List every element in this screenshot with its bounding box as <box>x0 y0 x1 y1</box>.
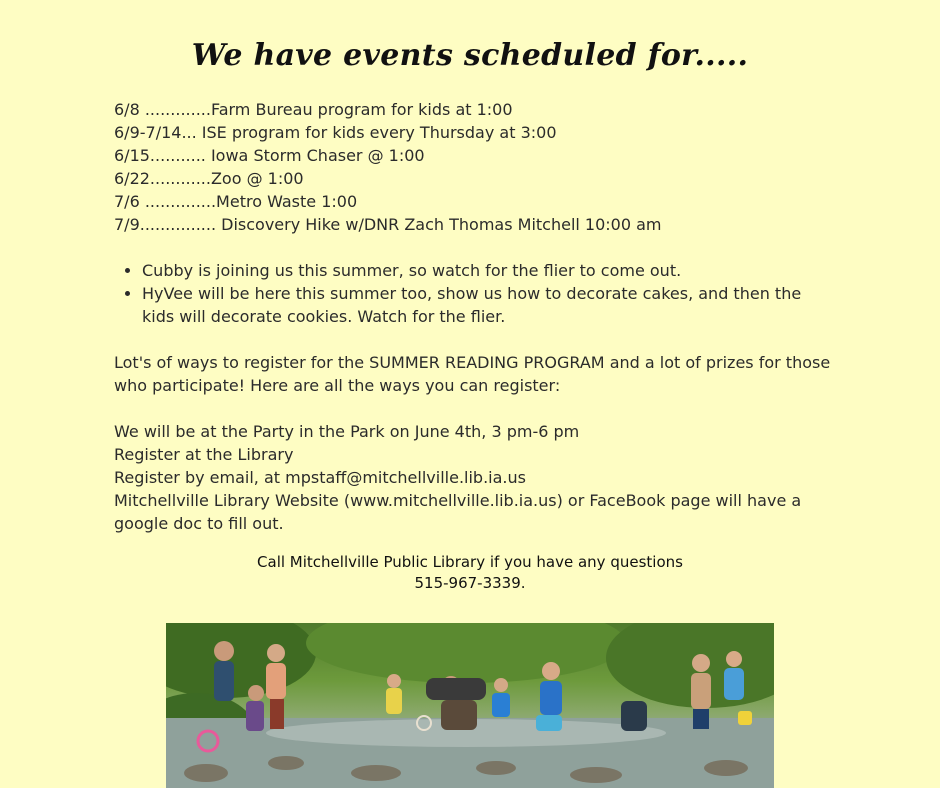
event-item: 7/6 ..............Metro Waste 1:00 <box>114 192 358 211</box>
contact-line: Call Mitchellville Public Library if you have any questions <box>257 553 683 571</box>
page-title: We have events scheduled for..... <box>191 38 749 73</box>
announcement-item: • HyVee will be here this summer too, show us how to decorate cakes, and then the kids will decorate cookies. Watch for the flier. <box>142 282 834 328</box>
event-item: 6/9-7/14... ISE program for kids every Thursday at 3:00 <box>114 123 557 142</box>
register-ways <box>114 420 834 535</box>
announcement-item: • Cubby is joining us this summer, so watch for the flier to come out. <box>142 259 834 282</box>
main-content <box>114 98 834 535</box>
contact-phone: 515-967-3339. <box>414 574 526 592</box>
photo-illustration <box>166 623 774 788</box>
register-way: Register by email, at mpstaff@mitchellville.lib.ia.us <box>114 468 526 487</box>
kids-in-creek-photo <box>166 623 774 788</box>
announcement-list <box>114 259 834 328</box>
register-way: Register at the Library <box>114 445 294 464</box>
contact-info <box>0 552 940 594</box>
register-way: We will be at the Party in the Park on June 4th, 3 pm-6 pm <box>114 422 580 441</box>
event-item: 7/9............... Discovery Hike w/DNR Zach Thomas Mitchell 10:00 am <box>114 215 662 234</box>
event-list <box>114 98 834 236</box>
event-item: 6/22............Zoo @ 1:00 <box>114 169 304 188</box>
event-item: 6/8 .............Farm Bureau program for kids at 1:00 <box>114 100 513 119</box>
register-way: Mitchellville Library Website (www.mitchellville.lib.ia.us) or FaceBook page will have a google doc to fill out. <box>114 491 802 533</box>
register-intro: Lot's of ways to register for the SUMMER READING PROGRAM and a lot of prizes for those who participate! Here are all the ways you can register: <box>114 353 831 395</box>
event-item: 6/15........... Iowa Storm Chaser @ 1:00 <box>114 146 425 165</box>
